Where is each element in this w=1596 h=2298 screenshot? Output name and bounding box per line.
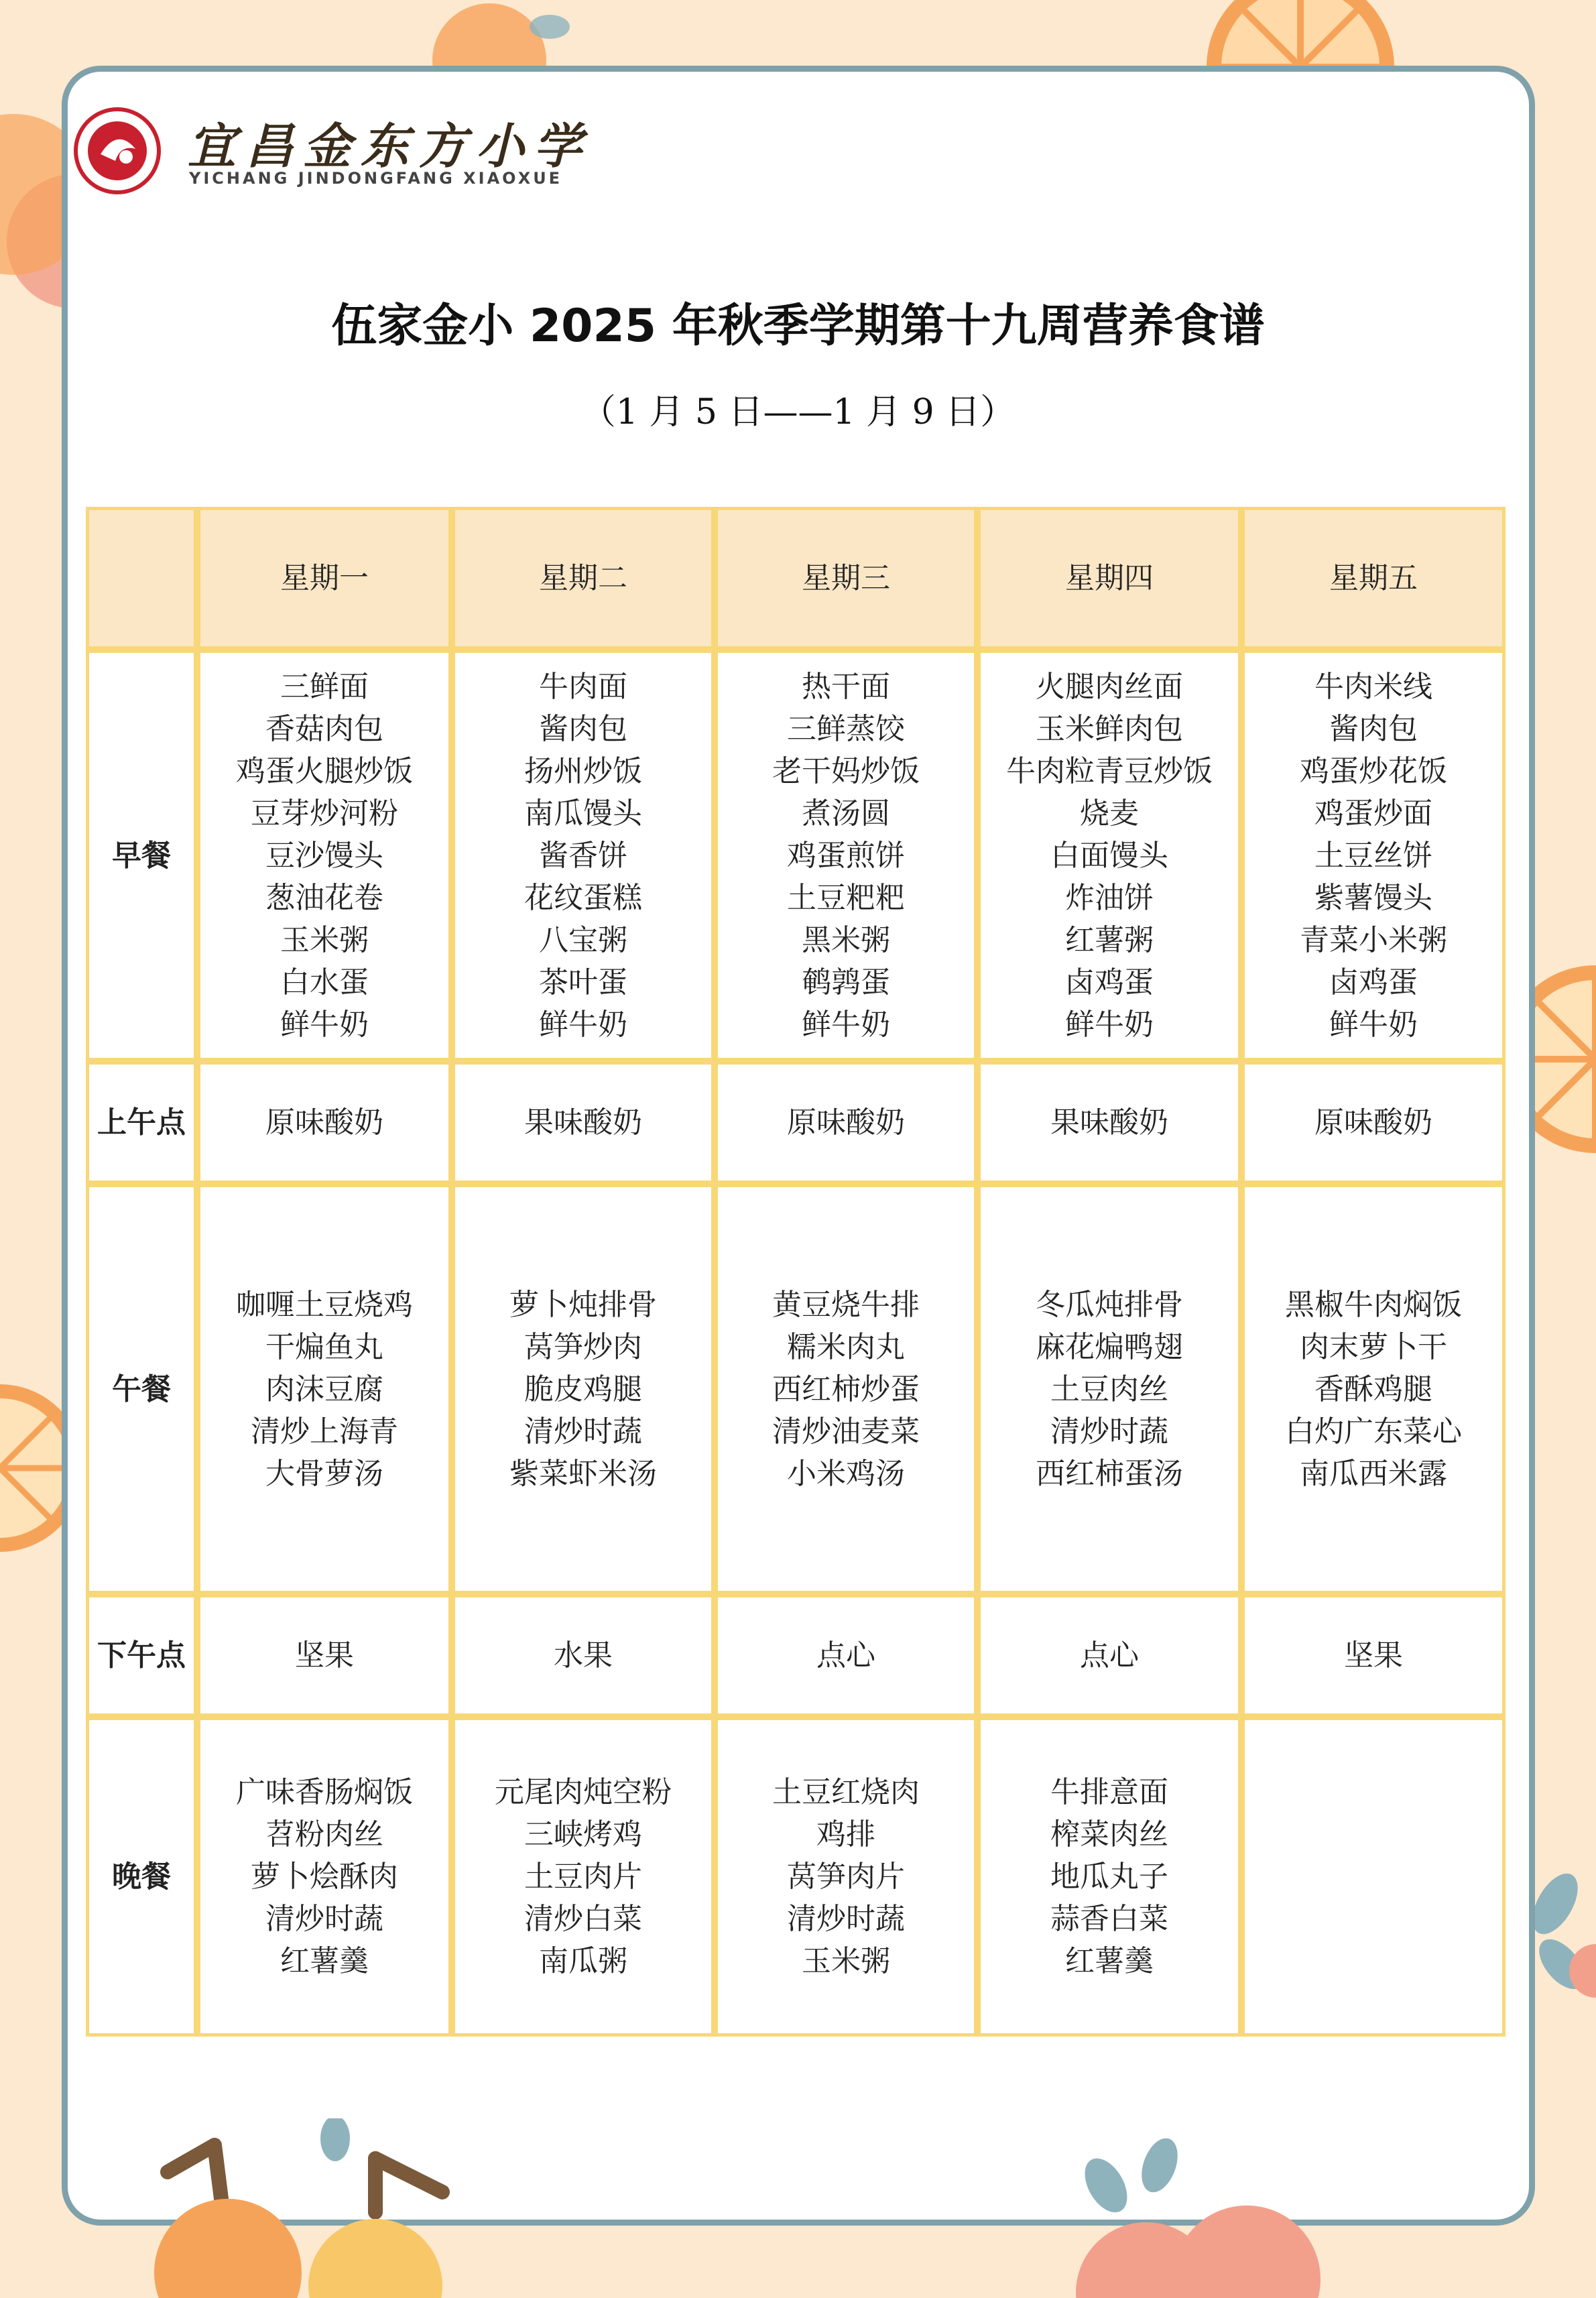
menu-item: 原味酸奶 [1314, 1105, 1432, 1140]
meal-label-cell [86, 650, 197, 1061]
menu-item: 清炒白菜 [524, 1902, 642, 1936]
menu-item: 糯米肉丸 [787, 1329, 905, 1364]
menu-item: 元尾肉炖空粉 [495, 1775, 672, 1809]
menu-item: 卤鸡蛋 [1329, 965, 1418, 1000]
menu-item: 白灼广东菜心 [1285, 1414, 1462, 1449]
menu-item: 玉米粥 [802, 1944, 890, 1978]
menu-cell [452, 1061, 715, 1184]
menu-item: 点心 [1080, 1638, 1139, 1673]
menu-item: 肉沫豆腐 [265, 1372, 383, 1406]
meal-row [86, 1594, 1506, 1717]
menu-item: 莴笋炒肉 [524, 1329, 642, 1364]
menu-item: 萝卜烩酥肉 [251, 1860, 398, 1894]
day-header: 星期四 [1065, 561, 1154, 595]
menu-cell [452, 650, 715, 1061]
menu-item: 黑椒牛肉焖饭 [1285, 1287, 1462, 1322]
meal-row [86, 1061, 1506, 1184]
day-header: 星期五 [1329, 561, 1418, 595]
menu-item: 黑米粥 [802, 922, 890, 957]
meal-label: 午餐 [112, 1372, 171, 1406]
menu-item: 南瓜粥 [539, 1944, 627, 1978]
menu-item: 牛肉粒青豆炒饭 [1006, 753, 1213, 788]
menu-cell [1241, 650, 1506, 1061]
meal-row [86, 1717, 1506, 2037]
meal-row [86, 1184, 1506, 1594]
menu-item: 脆皮鸡腿 [524, 1372, 642, 1406]
menu-item: 鸡蛋炒面 [1314, 796, 1432, 831]
menu-item: 鸡蛋煎饼 [787, 838, 905, 873]
day-header-cell [197, 507, 452, 650]
menu-item: 咖喱土豆烧鸡 [236, 1287, 413, 1322]
peaches-bottom-right-icon [1046, 2132, 1421, 2298]
menu-item: 榨菜肉丝 [1050, 1817, 1168, 1852]
meal-row [86, 650, 1506, 1061]
school-name-cn: 宜昌金东方小学 [188, 117, 592, 174]
menu-item: 西红柿蛋汤 [1036, 1456, 1183, 1491]
menu-item: 坚果 [1344, 1638, 1403, 1673]
school-logo [74, 107, 744, 201]
menu-item: 鲜牛奶 [539, 1007, 627, 1042]
menu-item: 南瓜西米露 [1300, 1456, 1447, 1491]
menu-item: 干煸鱼丸 [265, 1329, 383, 1364]
menu-item: 冬瓜炖排骨 [1036, 1287, 1183, 1322]
menu-item: 黄豆烧牛排 [772, 1287, 920, 1322]
menu-item: 白水蛋 [280, 965, 369, 1000]
menu-item: 鸡蛋火腿炒饭 [236, 753, 413, 788]
meal-label-cell [86, 1717, 197, 2037]
menu-cell [452, 1594, 715, 1717]
corner-cell [86, 507, 197, 650]
menu-item: 豆芽炒河粉 [251, 796, 398, 831]
menu-item: 八宝粥 [539, 922, 627, 957]
menu-item: 点心 [816, 1638, 875, 1673]
menu-item: 红薯羹 [1065, 1944, 1154, 1978]
menu-item: 清炒上海青 [251, 1414, 398, 1449]
menu-cell [977, 650, 1241, 1061]
menu-item: 紫菜虾米汤 [509, 1456, 657, 1491]
menu-item: 青菜小米粥 [1300, 922, 1447, 957]
menu-item: 牛排意面 [1050, 1775, 1168, 1809]
menu-item: 清炒时蔬 [787, 1902, 905, 1936]
menu-item: 广味香肠焖饭 [236, 1775, 413, 1809]
meal-label: 早餐 [112, 838, 171, 873]
menu-item: 清炒时蔬 [524, 1414, 642, 1449]
school-name-en: YICHANG JINDONGFANG XIAOXUE [189, 169, 563, 188]
menu-item: 红薯粥 [1065, 922, 1154, 957]
menu-item: 果味酸奶 [1050, 1105, 1168, 1140]
menu-item: 鸡排 [816, 1817, 875, 1852]
menu-item: 鲜牛奶 [1329, 1007, 1418, 1042]
menu-item: 紫薯馒头 [1314, 880, 1432, 915]
meal-label-cell [86, 1594, 197, 1717]
menu-item: 花纹蛋糕 [524, 880, 642, 915]
menu-cell [715, 1717, 977, 2037]
menu-item: 果味酸奶 [524, 1105, 642, 1140]
menu-item: 茶叶蛋 [539, 965, 627, 1000]
menu-item: 红薯羹 [280, 1944, 369, 1978]
menu-item: 煮汤圆 [802, 796, 890, 831]
menu-item: 大骨萝汤 [265, 1456, 383, 1491]
menu-item: 三鲜面 [280, 669, 369, 704]
menu-cell [452, 1184, 715, 1594]
menu-item: 豆沙馒头 [265, 838, 383, 873]
menu-item: 鸡蛋炒花饭 [1300, 753, 1447, 788]
menu-item: 土豆丝饼 [1314, 838, 1432, 873]
menu-item: 土豆粑粑 [787, 880, 905, 915]
day-header: 星期三 [802, 561, 890, 595]
menu-cell [197, 1061, 452, 1184]
menu-item: 莴笋肉片 [787, 1860, 905, 1894]
menu-cell [197, 650, 452, 1061]
menu-item: 热干面 [802, 669, 890, 704]
menu-cell [977, 1061, 1241, 1184]
menu-item: 酱肉包 [539, 711, 627, 746]
menu-item: 葱油花卷 [265, 880, 383, 915]
date-range: （1 月 5 日——1 月 9 日） [580, 392, 1016, 432]
menu-cell [197, 1184, 452, 1594]
menu-item: 酱香饼 [539, 838, 627, 873]
meal-label-cell [86, 1184, 197, 1594]
menu-item: 鲜牛奶 [280, 1007, 369, 1042]
menu-item: 鲜牛奶 [802, 1007, 890, 1042]
menu-item: 鹌鹑蛋 [802, 965, 890, 1000]
menu-item: 玉米鲜肉包 [1036, 711, 1183, 746]
day-header: 星期一 [280, 561, 369, 595]
menu-item: 坚果 [295, 1638, 354, 1673]
menu-cell [977, 1184, 1241, 1594]
menu-item: 麻花煸鸭翅 [1036, 1329, 1183, 1364]
menu-cell [977, 1717, 1241, 2037]
menu-cell [715, 1061, 977, 1184]
meal-label: 下午点 [97, 1638, 186, 1673]
menu-item: 原味酸奶 [265, 1105, 383, 1140]
day-header-cell [452, 507, 715, 650]
menu-item: 炸油饼 [1065, 880, 1154, 915]
menu-item: 香酥鸡腿 [1314, 1372, 1432, 1406]
menu-item: 水果 [554, 1638, 613, 1673]
menu-item: 鲜牛奶 [1065, 1007, 1154, 1042]
menu-item: 小米鸡汤 [787, 1456, 905, 1491]
menu-cell [452, 1717, 715, 2037]
menu-table [86, 507, 1506, 2037]
menu-item: 老干妈炒饭 [772, 753, 920, 788]
menu-item: 清炒油麦菜 [772, 1414, 920, 1449]
menu-item: 酱肉包 [1329, 711, 1418, 746]
day-header-cell [715, 507, 977, 650]
menu-item: 萝卜炖排骨 [509, 1287, 657, 1322]
menu-item: 牛肉米线 [1314, 669, 1432, 704]
menu-item: 苕粉肉丝 [265, 1817, 383, 1852]
menu-item: 南瓜馒头 [524, 796, 642, 831]
menu-item: 土豆肉丝 [1050, 1372, 1168, 1406]
day-header-cell [977, 507, 1241, 650]
menu-cell [197, 1594, 452, 1717]
meal-label: 晚餐 [112, 1860, 171, 1894]
menu-cell [977, 1594, 1241, 1717]
menu-item: 土豆红烧肉 [772, 1775, 920, 1809]
menu-item: 烧麦 [1080, 796, 1139, 831]
menu-item: 白面馒头 [1050, 838, 1168, 873]
school-emblem-icon [74, 107, 161, 194]
meal-label-cell [86, 1061, 197, 1184]
day-header: 星期二 [539, 561, 627, 595]
menu-item: 牛肉面 [539, 669, 627, 704]
menu-item: 清炒时蔬 [1050, 1414, 1168, 1449]
menu-item: 肉末萝卜干 [1300, 1329, 1447, 1364]
menu-item: 卤鸡蛋 [1065, 965, 1154, 1000]
fruits-bottom-left-icon [121, 2118, 469, 2298]
menu-cell [1241, 1061, 1506, 1184]
page-title: 伍家金小 2025 年秋季学期第十九周营养食谱 [331, 300, 1265, 353]
menu-item: 玉米粥 [280, 922, 369, 957]
menu-item: 香菇肉包 [265, 711, 383, 746]
menu-item: 扬州炒饭 [524, 753, 642, 788]
menu-cell [197, 1717, 452, 2037]
menu-item: 原味酸奶 [787, 1105, 905, 1140]
menu-item: 蒜香白菜 [1050, 1902, 1168, 1936]
menu-cell [1241, 1184, 1506, 1594]
day-header-cell [1241, 507, 1506, 650]
menu-cell [715, 1594, 977, 1717]
menu-cell [715, 1184, 977, 1594]
menu-cell [1241, 1594, 1506, 1717]
menu-item: 地瓜丸子 [1050, 1860, 1168, 1894]
menu-item: 火腿肉丝面 [1036, 669, 1183, 704]
menu-item: 土豆肉片 [524, 1860, 642, 1894]
menu-cell [1241, 1717, 1506, 2037]
meal-label: 上午点 [97, 1105, 186, 1140]
menu-item: 西红柿炒蛋 [772, 1372, 920, 1406]
menu-item: 三鲜蒸饺 [787, 711, 905, 746]
header-row [86, 507, 1506, 650]
menu-item: 清炒时蔬 [265, 1902, 383, 1936]
menu-cell [715, 650, 977, 1061]
menu-item: 三峡烤鸡 [524, 1817, 642, 1852]
